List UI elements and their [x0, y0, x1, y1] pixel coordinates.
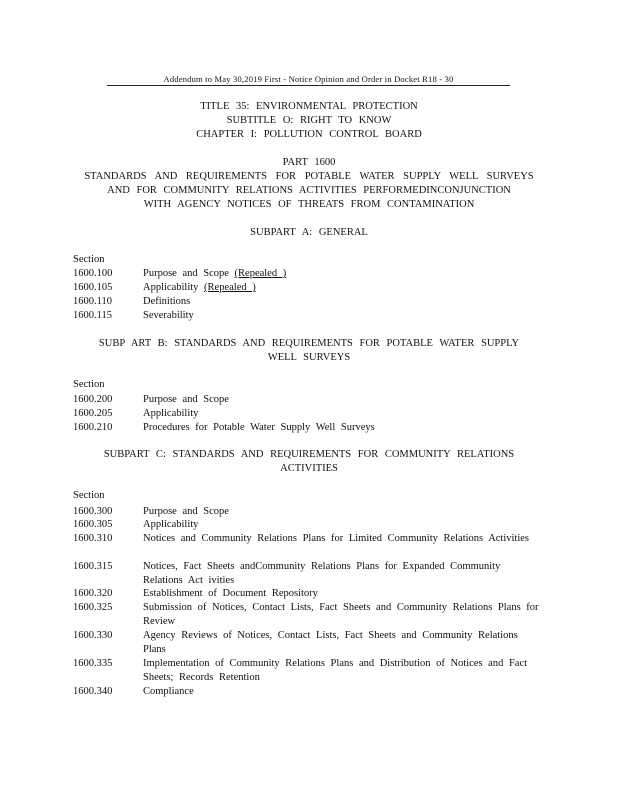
section-number: 1600.115 — [73, 310, 112, 321]
subpart-c-heading-line-2: ACTIVITIES — [280, 463, 338, 474]
section-title: Applicability — [143, 282, 205, 293]
section-number: 1600.210 — [73, 422, 113, 433]
section-number: 1600.320 — [73, 588, 113, 599]
section-title: Submission of Notices, Contact Lists, Fact Sheets and Community Relations Plans for Review — [143, 602, 539, 627]
part-number: PART 1600 — [282, 157, 336, 168]
subpart-b-heading-line-2: WELL SURVEYS — [267, 352, 351, 363]
part-title-line-1: STANDARDS AND REQUIREMENTS FOR POTABLE WATER SUPPLY WELL SURVEYS — [84, 171, 534, 182]
docket-header: Addendum to May 30,2019 First - Notice Opinion and Order in Docket R18 - 30 — [107, 74, 510, 86]
section-title: Implementation of Community Relations Plans and Distribution of Notices and Fact Sheets; Records Retention — [143, 658, 528, 683]
section-number: 1600.105 — [73, 282, 113, 293]
section-number: 1600.110 — [73, 296, 112, 307]
part-title-line-3: WITH AGENCY NOTICES OF THREATS FROM CONTAMINATION — [143, 199, 475, 210]
section-number: 1600.315 — [73, 561, 113, 572]
section-number: 1600.330 — [73, 630, 113, 641]
section-number: 1600.340 — [73, 686, 113, 697]
subpart-c-heading-line-1: SUBPART C: STANDARDS AND REQUIREMENTS FOR COMMUNITY RELATIONS — [103, 449, 515, 460]
section-label: Section — [73, 254, 105, 265]
section-title: Definitions — [143, 296, 191, 307]
section-number: 1600.305 — [73, 519, 113, 530]
subtitle-line: SUBTITLE O: RIGHT TO KNOW — [226, 115, 392, 126]
section-number: 1600.205 — [73, 408, 113, 419]
chapter-line: CHAPTER I: POLLUTION CONTROL BOARD — [196, 129, 422, 140]
section-title: Purpose and Scope — [143, 394, 229, 405]
section-title: Applicability — [143, 408, 199, 419]
section-title: Purpose and Scope — [143, 506, 229, 517]
section-title: Notices, Fact Sheets andCommunity Relations Plans for Expanded Community Relations Act ivities — [143, 561, 501, 586]
repealed-mark: (Repealed ) — [204, 282, 256, 293]
section-label: Section — [73, 490, 105, 501]
repealed-mark: (Repealed ) — [234, 268, 287, 279]
section-number: 1600.310 — [73, 533, 113, 544]
section-title: Severability — [143, 310, 194, 321]
section-number: 1600.100 — [73, 268, 113, 279]
section-number: 1600.325 — [73, 602, 113, 613]
section-number: 1600.300 — [73, 506, 113, 517]
subpart-b-heading-line-1: SUBP ART B: STANDARDS AND REQUIREMENTS FOR POTABLE WATER SUPPLY — [98, 338, 520, 349]
section-title: Purpose and Scope — [143, 268, 235, 279]
section-title: Procedures for Potable Water Supply Well Surveys — [143, 422, 375, 433]
section-title: Applicability — [143, 519, 199, 530]
section-title: Compliance — [143, 686, 194, 697]
section-number: 1600.335 — [73, 658, 113, 669]
section-title: Establishment of Document Repository — [143, 588, 318, 599]
title-line: TITLE 35: ENVIRONMENTAL PROTECTION — [200, 101, 418, 112]
section-label: Section — [73, 379, 105, 390]
section-title: Notices and Community Relations Plans for Limited Community Relations Activities — [143, 533, 530, 544]
part-title-line-2: AND FOR COMMUNITY RELATIONS ACTIVITIES PERFORMEDINCONJUNCTION — [107, 185, 511, 196]
subpart-a-heading: SUBPART A: GENERAL — [250, 227, 368, 238]
section-title: Agency Reviews of Notices, Contact Lists, Fact Sheets and Community Relations Plans — [143, 630, 518, 655]
section-number: 1600.200 — [73, 394, 113, 405]
